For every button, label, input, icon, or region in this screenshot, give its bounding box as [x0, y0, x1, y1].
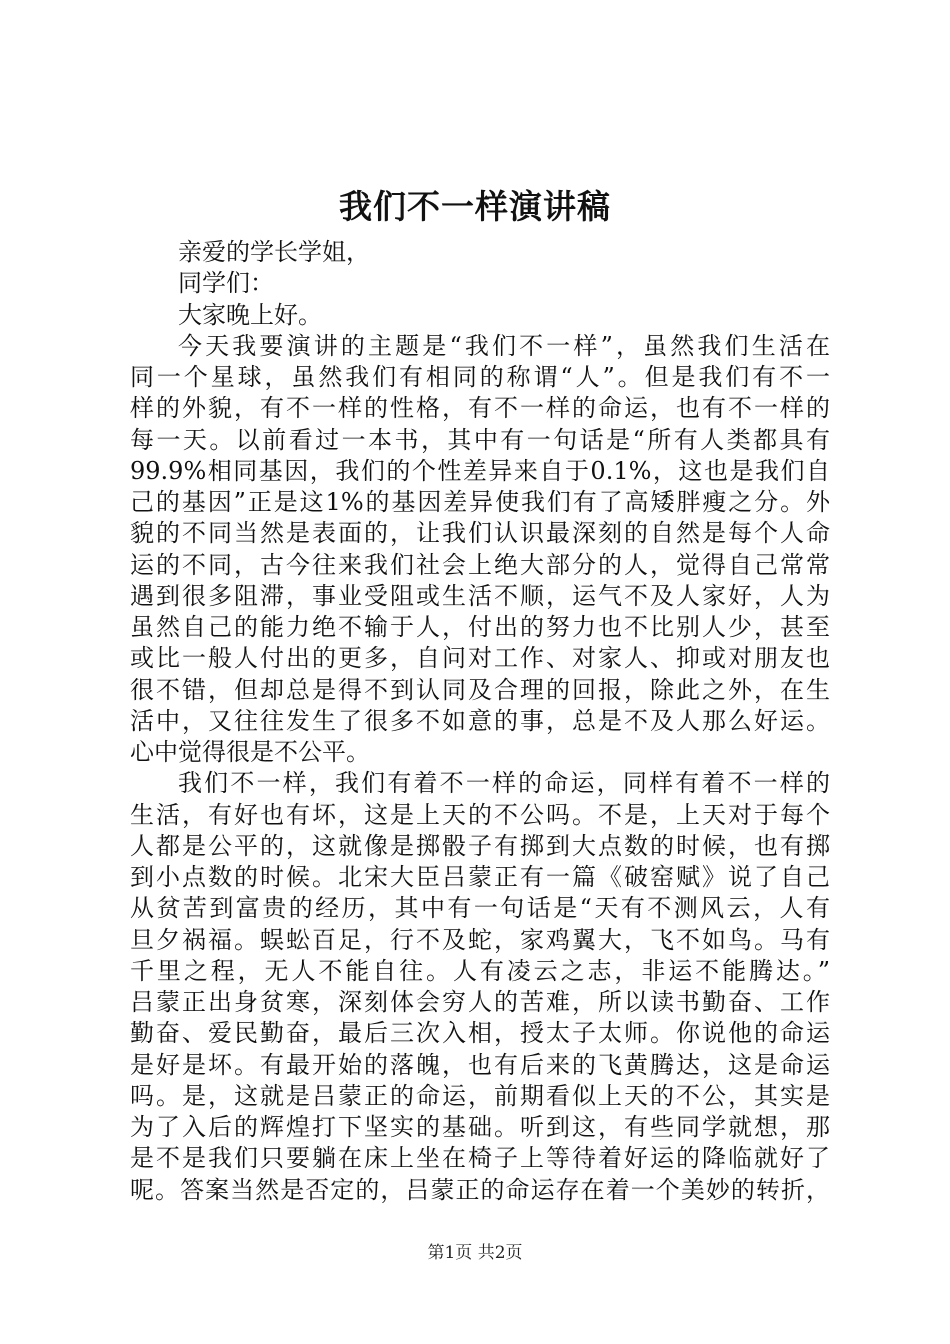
text-line: 同一个星球，虽然我们有相同的称谓“人”。但是我们有不一 [130, 363, 830, 391]
text-line: 心中觉得很是不公平。 [130, 738, 370, 766]
text-line: 同学们： [178, 269, 274, 298]
text-line: 呢。答案当然是否定的，吕蒙正的命运存在着一个美妙的转折， [130, 1175, 830, 1204]
text-line: 或比一般人付出的更多，自问对工作、对家人、抑或对朋友也 [130, 644, 830, 673]
text-line: 今天我要演讲的主题是“我们不一样”，虽然我们生活在 [178, 331, 830, 360]
text-line: 人都是公平的，这就像是掷骰子有掷到大点数的时候，也有掷 [130, 831, 830, 860]
text-line: 活中，又往往发生了很多不如意的事，总是不及人那么好运。 [130, 706, 830, 735]
text-line: 己的基因”正是这1%的基因差异使我们有了高矮胖瘦之分。外 [130, 488, 830, 516]
page-number-footer: 第1页 共2页 [427, 1243, 523, 1263]
text-line: 很不错，但却总是得不到认同及合理的回报，除此之外，在生 [130, 675, 830, 704]
text-line: 为了入后的辉煌打下坚实的基础。听到这，有些同学就想，那 [130, 1113, 830, 1141]
text-line: 是不是我们只要躺在床上坐在椅子上等待着好运的降临就好了 [130, 1144, 830, 1173]
text-line: 吗。是，这就是吕蒙正的命运，前期看似上天的不公，其实是 [130, 1081, 830, 1110]
text-line: 我们不一样，我们有着不一样的命运，同样有着不一样的 [178, 769, 830, 798]
text-line: 吕蒙正出身贫寒，深刻体会穷人的苦难，所以读书勤奋、工作 [130, 988, 830, 1016]
text-line: 千里之程，无人不能自往。人有凌云之志，非运不能腾达。” [130, 956, 830, 985]
text-line: 生活，有好也有坏，这是上天的不公吗。不是，上天对于每个 [130, 800, 830, 829]
text-line: 旦夕祸福。蜈蚣百足，行不及蛇，家鸡翼大，飞不如鸟。马有 [130, 925, 830, 954]
text-line: 运的不同，古今往来我们社会上绝大部分的人，觉得自己常常 [130, 550, 830, 579]
text-line: 是好是坏。有最开始的落魄，也有后来的飞黄腾达，这是命运 [130, 1050, 830, 1079]
text-line: 亲爱的学长学姐， [178, 238, 370, 266]
text-line: 每一天。以前看过一本书，其中有一句话是“所有人类都具有 [130, 425, 830, 454]
text-line: 从贫苦到富贵的经历，其中有一句话是“天有不测风云，人有 [130, 894, 830, 923]
document-body [130, 237, 830, 1206]
text-line: 到小点数的时候。北宋大臣吕蒙正有一篇《破窑赋》说了自己 [130, 863, 830, 891]
text-line: 虽然自己的能力绝不输于人，付出的努力也不比别人少，甚至 [130, 613, 830, 641]
text-line: 样的外貌，有不一样的性格，有不一样的命运，也有不一样的 [130, 394, 830, 423]
text-line: 大家晚上好。 [178, 300, 322, 329]
text-line: 貌的不同当然是表面的，让我们认识最深刻的自然是每个人命 [130, 519, 830, 548]
text-line: 遇到很多阻滞，事业受阻或生活不顺，运气不及人家好，人为 [130, 581, 830, 610]
text-line: 勤奋、爱民勤奋，最后三次入相，授太子太师。你说他的命运 [130, 1019, 830, 1048]
document-title: 我们不一样演讲稿 [339, 187, 611, 226]
text-line: 99.9%相同基因，我们的个性差异来自于0.1%，这也是我们自 [130, 456, 830, 485]
